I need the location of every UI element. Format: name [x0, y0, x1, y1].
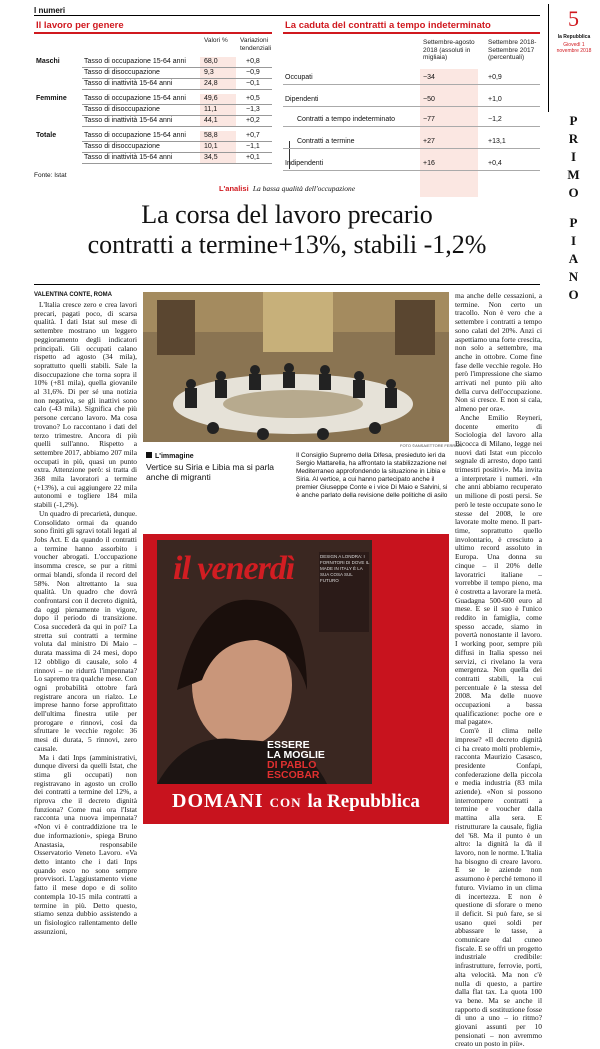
article-column-3: [455, 291, 542, 1049]
highlight-column: [420, 69, 478, 197]
cover-line: DI PABLO: [267, 759, 317, 771]
table-right-title: La caduta del contratti a tempo indeterminato: [285, 20, 491, 31]
row-label: Indipendenti: [285, 160, 324, 167]
table-row: [283, 135, 540, 149]
sidebar-divider: [548, 4, 549, 112]
row-label: Tasso di occupazione 15-64 anni: [84, 132, 186, 139]
row-value: 11,1: [204, 106, 218, 113]
photo-label-text: L'immagine: [155, 453, 194, 460]
section-letter: P: [569, 215, 579, 230]
section-letter: A: [568, 251, 580, 266]
row-change: −0,9: [246, 69, 260, 76]
row-value: 49,6: [204, 95, 218, 102]
paragraph: Ma i dati Inps (amministrativi, dunque diversi da quelli Istat, che stima gli occupati) non registravano in agosto un crollo dei contratti a termine del 12%, a riprova che il decreto dignità funziona? Come mai ora l'Istat racconta una nuova impennata? «Non vi è contraddizione tra le due informazioni», spiega Bruno Anastasia, responsabile Osservatorio Veneto Lavoro. «Va detto intanto che i dati Inps quando esco no sono sempre provvisori. L'aggiustamento viene fatto il mese dopo e di solito contempla 10-15 mila contratti a termine in più. Detto questo, stiamo senza dubbio assistendo a un fisiologico rallentamento delle assunzioni,: [34, 752, 137, 936]
row-label: Dipendenti: [285, 96, 319, 103]
photo-illustration: [143, 292, 449, 442]
row-label: Tasso di occupazione 15-64 anni: [84, 95, 186, 102]
source-note: Fonte: Istat: [34, 172, 67, 179]
table-row: [34, 116, 272, 127]
cover-line: ESCOBAR: [267, 769, 320, 781]
byline: VALENTINA CONTE, ROMA: [34, 292, 112, 298]
table-row: [34, 94, 272, 105]
magazine-side-note: DESIGN A LONDRA: I FORNITORI DI DOVE IL MADE IN ITALY È LA SUA COSA SUL FUTURO: [320, 554, 370, 583]
section-letter: O: [568, 287, 580, 302]
article-column-1: [34, 300, 137, 936]
row-change: −1,1: [246, 143, 260, 150]
publication-name: la Repubblica: [557, 34, 591, 40]
row-percent: +1,0: [488, 96, 502, 103]
col-header-absolute: Settembre-agosto 2018 (assoluti in migliaia): [423, 39, 475, 61]
headline: [34, 200, 540, 260]
cover-line: ESSERE: [267, 739, 310, 751]
row-value: 58,8: [204, 132, 218, 139]
table-right-rule: [283, 32, 540, 34]
table-left-rule: [34, 32, 272, 34]
row-percent: +13,1: [488, 138, 506, 145]
row-divider: [82, 89, 272, 90]
row-value: 68,0: [204, 58, 218, 65]
kicker-tag: L'analisi: [218, 184, 249, 193]
news-photo: [143, 292, 449, 442]
table-row: [34, 105, 272, 116]
row-value: 10,1: [204, 143, 218, 150]
banner-brand: la Repubblica: [307, 791, 420, 812]
table-row: [34, 142, 272, 153]
row-change: +0,5: [246, 95, 260, 102]
row-percent: +0,4: [488, 160, 502, 167]
ad-banner: [143, 790, 449, 813]
paragraph: L'Italia cresce zero e crea lavori precari, pagati poco, di scarsa qualità. I dati Istat sul mese di settembre mostrano un leggero peggioramento degli indicatori principali. Gli occupati calano rispetto ad agosto (34 mila), soprattutto quelli stabili. Sale la disoccupazione che torna sopra il 10% (+81 mila), quella giovanile al 31,6%. Di per sé una notizia non negativa, se gli inattivi sono calo (-43 mila). Significa che più persone cercano lavoro. Ma cosa trovano? Lo raccontano i dati del terzo trimestre. Ancora di più quelli sull'anno. Rispetto a settembre 2017, abbiamo 207 mila occupati in più, quasi un punto extra. Attenzione però: si tratta di 368 mila lavoratori a termine (+13%), a cui aggiungere 22 mila autonomi e togliere 184 mila stabili (-1,2%).: [34, 300, 137, 510]
section-letter: I: [570, 233, 578, 248]
row-absolute: −77: [423, 116, 435, 123]
paragraph: Un quadro di precarietà, dunque. Consolidato ormai da quando sono finiti gli sgravi totali legati al Jobs Act. E da quando il contratti a termine hanno assorbito i voucher abrogati. L'occupazione insomma cresce, se pur a ritmi ormai blandi, sfonda il record del 58%. Non altrettanto la sua qualità. Un quadro che dovrà confrontarsi con il decreto dignità, da oggi pienamente in vigore, dopo il periodo di transizione. Cosa succederà da qui in poi? La stretta sui contratti a termine voluta dal ministro Di Maio – durata massima di 24 mesi, dopo 12 obbligo di causale, solo 4 rinnovi – ne ridurrà l'impennata? Lo sapremo tra qualche mese. Con ogni probabilità ottobre farà registrare ancora un rialzo. Le imprese hanno forse approfittato dell'ultima finestra utile per prorogare e rinnovi, così da sfruttare le vecchie regole: 36 mesi di durata, 5 rinnovi, zero causale.: [34, 508, 137, 753]
cover-headline: [267, 740, 325, 780]
square-icon: [146, 452, 152, 458]
row-group: Maschi: [36, 58, 60, 65]
kicker: [34, 184, 540, 193]
table-row: [283, 113, 540, 127]
table-row: [34, 153, 272, 164]
row-value: 9,3: [204, 69, 214, 76]
table-row: [283, 157, 540, 171]
table-row: [34, 68, 272, 79]
row-label: Occupati: [285, 74, 313, 81]
headline-line: contratti a termine+13%, stabili -1,2%: [87, 230, 487, 259]
table-row: [283, 71, 540, 85]
row-divider: [283, 170, 540, 171]
row-label: Tasso di disoccupazione: [84, 106, 160, 113]
col-header-percent: Settembre 2018-Settembre 2017 (percentuali): [488, 39, 537, 61]
row-change: −1,3: [246, 106, 260, 113]
row-change: +0,1: [246, 154, 260, 161]
row-label: Tasso di disoccupazione: [84, 143, 160, 150]
section-letter: N: [568, 269, 580, 284]
banner-mid: CON: [269, 795, 302, 810]
col-header-changes: Variazioni tendenziali: [240, 37, 272, 52]
row-divider: [82, 163, 272, 164]
row-divider: [283, 126, 540, 127]
photo-caption: Vertice su Siria e Libia ma si parla anche di migranti: [146, 462, 275, 482]
row-label: Tasso di occupazione 15-64 anni: [84, 58, 186, 65]
row-label: Contratti a tempo indeterminato: [297, 116, 396, 123]
row-change: +0,7: [246, 132, 260, 139]
section-vertical-label: [560, 112, 588, 304]
row-label: Tasso di inattività 15-64 anni: [84, 154, 173, 161]
paragraph: Anche Emilio Reyneri, docente emerito di Sociologia del lavoro alla Bicocca di Milano, legge nei nuovi dati Istat «un piccolo segnale di arresto, dopo tanti trimestri positivi». Ma invita a interpretare i numeri. «In che anni abbiamo recuperato un milione di posti persi. Se però le teste occupate sono le stesse del 2008, le ore lavorate molte meno. Il part-time, soprattutto quello involontario, è cresciuto a ultimo record assoluto in Europa. Una donna su cinque – il 20% delle lavoratrici italiane – vorrebbe il tempo pieno, ma è costretta a lavorare la metà. Guadagna 500-600 euro al mese. E se il suo è l'unico reddito in famiglia, come spesso accade, siamo in povertà nonostante il lavoro. I working poor, sempre più diffusi in Italia spesso nei servizi, ci rivelano la vera emergenza. Non quella dei contratti stabili, la cui percentuale è la stessa del 2008. Ma delle nuove occupazioni a bassa qualificazione: poche ore e mal pagate».: [455, 412, 542, 727]
table-left-title: Il lavoro per genere: [36, 20, 124, 31]
section-letter: R: [568, 131, 580, 146]
kicker-text: La bassa qualità dell'occupazione: [252, 184, 356, 193]
section-letter: M: [567, 167, 581, 182]
row-value: 24,8: [204, 80, 218, 87]
magazine-ad: [143, 534, 449, 824]
row-group: Femmine: [36, 95, 67, 102]
row-label: Tasso di disoccupazione: [84, 69, 160, 76]
col-header-values: Valori %: [204, 37, 228, 44]
table-row: [34, 79, 272, 90]
paragraph: ma anche delle cessazioni, a termine. Non certo un tracollo. Non è vero che a settembre i contratti a tempo sono calati del 20%. Anzi ci aspettiamo una forte crescita, non solo a settembre, ma anche in ottobre. Come fine fase delle vecchie regole. Ho però l'impressione che siamo arrivati nel punto più alto della curva dell'occupazione. Non si cresce. E non si cala, almeno per ora».: [455, 291, 542, 414]
row-divider: [283, 84, 540, 85]
table-row: [34, 57, 272, 68]
row-absolute: −50: [423, 96, 435, 103]
page-number: 5: [568, 6, 579, 31]
row-value: 44,1: [204, 117, 218, 124]
cover-line: LA MOGLIE: [267, 749, 325, 761]
row-divider: [283, 148, 540, 149]
row-absolute: −34: [423, 74, 435, 81]
paragraph: Com'è il clima nelle imprese? «Il decreto dignità ci ha creato molti problemi», racconta Maurizio Casasco, presidente Confapi, confederazione della piccola e media industria (83 mila aziende). «Non si possono interrompere contratti a termine e voucher dalla mattina alla sera. E ristrutturare la causale, figlia del '68. Ma il punto è un altro: la dignità la dà il lavoro, non le norme. L'Italia ha bisogno di creare lavoro. E se le aziende non assumono è perché temono il futuro. Viviamo in un clima di incertezza. E non è questione di sforare o meno il deficit. Si può fare, se si usano quei soldi per abbassare le tasse, a comunicare dal cuneo fiscale. E se offri un progetto industriale credibile: infrastrutture, ferrovie, porti, alta velocità. Ma non c'è nulla di questo, a partire dalla flat tax. La quota 100 va bene. Ma se anche il rapporto di sostituzione fosse di uno a uno – io ritmo? giovani assunti per 10 pensionati – non avremmo creato un posto in più».: [455, 726, 542, 1049]
section-letter: O: [568, 185, 580, 200]
photo-credit: FOTO ©ANSA/ETTORE FERRARI: [400, 443, 462, 448]
section-letter: P: [569, 113, 579, 128]
row-group: Totale: [36, 132, 57, 139]
row-label: Tasso di inattività 15-64 anni: [84, 80, 173, 87]
row-absolute: +27: [423, 138, 435, 145]
row-label: Contratti a termine: [297, 138, 355, 145]
row-divider: [82, 126, 272, 127]
photo-description: Il Consiglio Supremo della Difesa, presieduto ieri da Sergio Mattarella, ha affrontato la stabilizzazione nel Mediterraneo approfondendo la situazione in Libia e Siria. Al vertice, a cui hanno partecipato anche il premier Giuseppe Conte e i vice Di Maio e Salvini, si è anche parlato della revisione delle politiche di asilo: [296, 452, 448, 499]
row-divider: [283, 106, 540, 107]
section-label: I numeri: [34, 6, 66, 15]
magazine-cover: [157, 540, 372, 784]
section-spacer: [560, 202, 588, 214]
row-value: 34,5: [204, 154, 218, 161]
issue-date: Giovedì 1 novembre 2018: [556, 42, 592, 54]
section-letter: I: [570, 149, 578, 164]
row-change: +0,2: [246, 117, 260, 124]
row-change: +0,8: [246, 58, 260, 65]
row-change: −0,1: [246, 80, 260, 87]
top-rule: [34, 15, 540, 16]
row-absolute: +16: [423, 160, 435, 167]
row-percent: +0,9: [488, 74, 502, 81]
banner-main: DOMANI: [172, 790, 264, 812]
magazine-title: il venerdì: [173, 550, 295, 587]
row-label: Tasso di inattività 15-64 anni: [84, 117, 173, 124]
photo-label: [146, 452, 194, 460]
headline-line: La corsa del lavoro precario: [141, 200, 433, 229]
table-row: [34, 131, 272, 142]
row-percent: −1,2: [488, 116, 502, 123]
table-row: [283, 93, 540, 107]
headline-rule: [34, 284, 540, 285]
